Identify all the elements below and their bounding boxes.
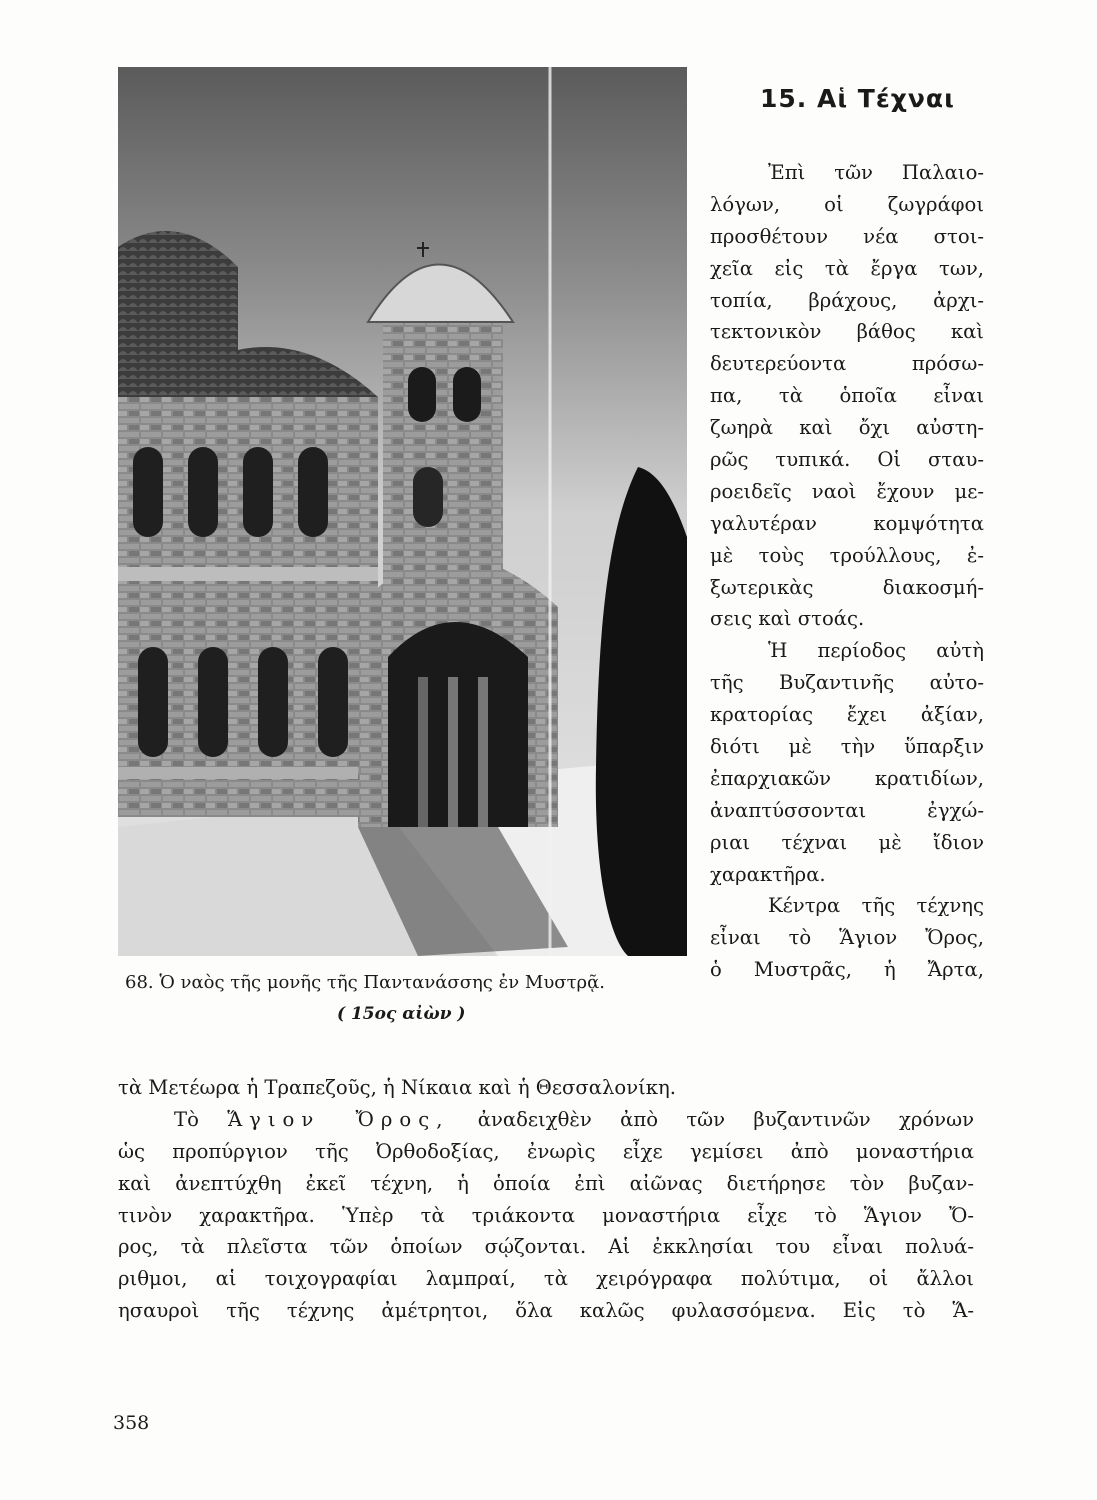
text-line: ριθμοι, αἱ τοιχογραφίαι λαμπραί, τὰ χειρόγραφα πολύτιμα, οἱ ἄλλοι [118,1267,974,1291]
text-line: καὶ ἀνεπτύχθη ἐκεῖ τέχνη, ἡ ὁποία ἐπὶ αἰῶνας διετήρησε τὸν βυζαν- [118,1171,974,1195]
text-line: πα, τὰ ὁποῖα εἶναι [710,384,984,408]
text-line: διότι μὲ τὴν ὕπαρξιν [710,735,984,759]
text-line: ἀναπτύσσονται ἐγχώ- [710,798,984,822]
text-line: κρατορίας ἔχει ἀξίαν, [710,703,984,727]
text-line: Ἡ περίοδος αὐτὴ [768,639,984,663]
text-line: εἶναι τὸ Ἅγιον Ὄρος, [710,926,984,950]
text-line: Ἐπὶ τῶν Παλαιο- [768,161,984,184]
text-line: ροειδεῖς ναοὶ ἔχουν με- [710,479,984,503]
text-line: ξωτερικὰς διακοσμή- [710,575,984,599]
paragraph-start-line [118,1104,974,1136]
figure-caption-date: ( 15ος αἰὼν ) [337,1004,466,1024]
section-number: 15. [760,84,808,113]
text-line: γαλυτέραν κομψότητα [710,511,984,535]
text-line: Κέντρα τῆς τέχνης [768,894,984,918]
text-line: τὰ Μετέωρα ἡ Τραπεζοῦς, ἡ Νίκαια καὶ ἡ Θεσσαλονίκη. [118,1076,677,1099]
text-line: προσθέτουν νέα στοι- [710,224,984,248]
text-line: τῆς Βυζαντινῆς αὐτο- [710,671,984,695]
text-line: τεκτονικὸν βάθος καὶ [710,320,984,344]
text-line: ησαυροὶ τῆς τέχνης ἀμέτρητοι, ὅλα καλῶς φυλασσόμενα. Εἰς τὸ Ἅ- [118,1299,974,1323]
paragraph-rest: ἀναδειχθὲν ἀπὸ τῶν βυζαντινῶν χρόνων [477,1107,974,1131]
spaced-term: Ἅγιον Ὄρος, [227,1107,450,1131]
text-line: χεῖα εἰς τὰ ἔργα των, [710,256,984,280]
figure-caption: 68. Ὁ ναὸς τῆς μονῆς τῆς Παντανάσσης ἐν Μυστρᾷ. [125,972,605,993]
text-line: χαρακτῆρα. [710,862,826,886]
paragraph-lead: Τὸ [174,1107,199,1131]
section-title: Αἱ Τέχναι [817,84,955,113]
church-photograph [118,67,687,956]
right-column-text [710,157,984,986]
text-line: τοπία, βράχους, ἀρχι- [710,288,984,312]
text-line: δευτερεύοντα πρόσω- [710,352,984,376]
full-width-text [118,1072,974,1327]
text-line: μὲ τοὺς τρούλλους, ἐ- [710,543,984,567]
text-line: σεις καὶ στοάς. [710,607,865,631]
text-line: ἐπαρχιακῶν κρατιδίων, [710,766,984,790]
text-line: ὁ Μυστρᾶς, ἡ Ἄρτα, [710,958,984,982]
church-illustration [118,67,687,956]
text-line: ρῶς τυπικά. Οἱ σταυ- [710,448,984,472]
text-line: τινὸν χαρακτῆρα. Ὑπὲρ τὰ τριάκοντα μοναστήρια εἶχε τὸ Ἅγιον Ὄ- [118,1203,974,1227]
section-heading [760,84,1000,113]
text-line: ριαι τέχναι μὲ ἴδιον [710,830,984,854]
text-line: ζωηρὰ καὶ ὄχι αὐστη- [710,416,984,440]
text-line: ὡς προπύργιον τῆς Ὀρθοδοξίας, ἐνωρὶς εἶχε γεμίσει ἀπὸ μοναστήρια [118,1139,974,1163]
page-number: 358 [113,1412,150,1434]
text-line: λόγων, οἱ ζωγράφοι [710,192,984,216]
text-line: ρος, τὰ πλεῖστα τῶν ὁποίων σῴζονται. Αἱ ἐκκλησίαι του εἶναι πολυά- [118,1235,974,1259]
